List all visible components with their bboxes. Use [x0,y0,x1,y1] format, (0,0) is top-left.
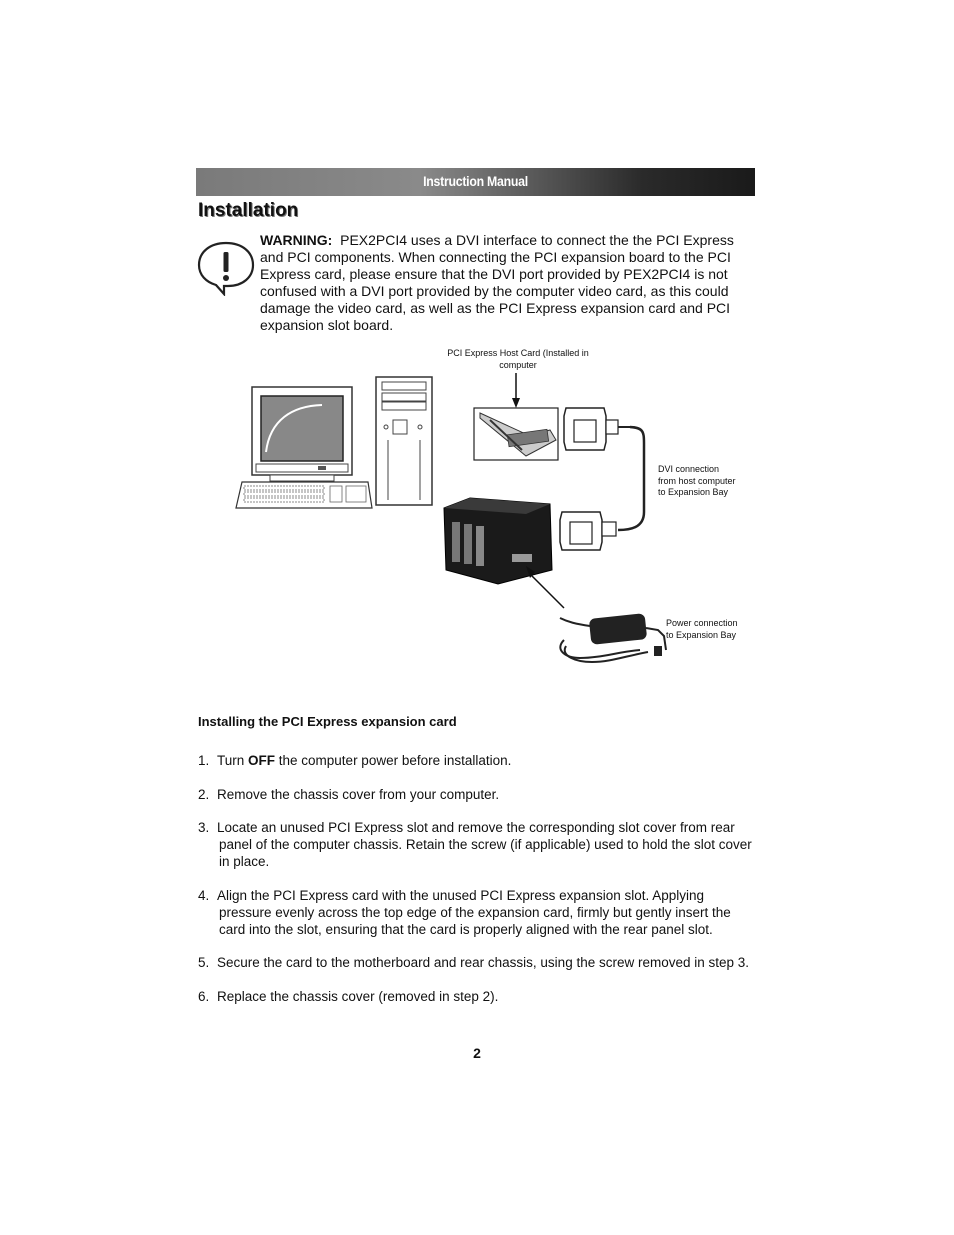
dvi-connector-top [564,408,644,450]
page-number: 2 [473,1045,481,1061]
tower-illustration [376,377,432,505]
power-connection-caption: Power connection to Expansion Bay [666,618,738,640]
dvi-connection-caption: DVI connection from host computer to Expansion Bay [658,464,736,497]
monitor-illustration [252,387,352,481]
expansion-bay-illustration [444,498,552,584]
installation-steps [198,752,758,1021]
header-bar [196,168,755,196]
connection-diagram [230,340,760,680]
exclamation-speech-bubble-icon [196,240,256,296]
keyboard-illustration [236,482,372,508]
step-item: 1. Turn OFF the computer power before installation. [198,753,512,768]
power-adapter-illustration [560,613,666,662]
warning-text: PEX2PCI4 uses a DVI interface to connect the the PCI Express and PCI components. When connecting the PCI expansion board to the PCI Express card, please ensure that the DVI port provided by PEX2PCI4 is not confused with a DVI port provided by the computer video card, as this could damage the video card, as well as the PCI Express expansion card and PCI expansion slot board. [260,232,734,333]
step-item: 5. Secure the card to the motherboard and rear chassis, using the screw removed in step 3. [198,955,750,970]
host-card-illustration [474,408,558,460]
step-item: 3. Locate an unused PCI Express slot and remove the corresponding slot cover from rear panel of the computer chassis. Retain the screw (if applicable) used to hold the slot cover in place. [198,820,752,869]
step-item: 2. Remove the chassis cover from your computer. [198,786,500,802]
dvi-connector-bottom [560,512,616,550]
instructions-heading: Installing the PCI Express expansion card [198,714,457,729]
header-title: Instruction Manual [423,173,528,189]
section-title: Installation [198,200,299,221]
step-item: 6. Replace the chassis cover (removed in step 2). [198,988,499,1004]
warning-paragraph [260,232,750,334]
host-card-caption: PCI Express Host Card (Installed in computer [447,348,589,370]
warning-label: WARNING: [260,232,333,248]
step-item: 4. Align the PCI Express card with the unused PCI Express expansion slot. Applying pressure evenly across the top edge of the expansion card, firmly but gently insert the card into the slot, ensuring that the card is properly aligned with the rear panel slot. [198,887,731,937]
